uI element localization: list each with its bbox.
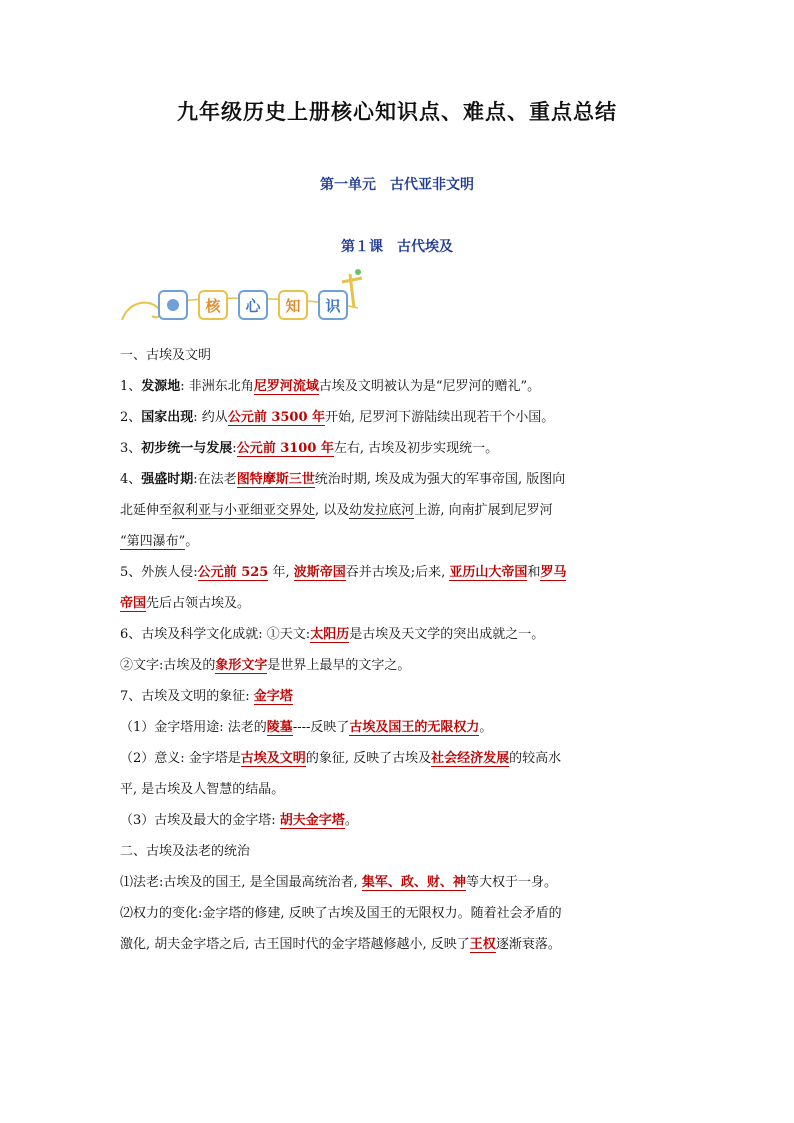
- banner-char-2: 心: [238, 290, 268, 320]
- item-7-point-1: （1）金字塔用途: 法老的陵墓----反映了古埃及国王的无限权力。: [120, 720, 493, 735]
- item-7-point-2-line-2: 平, 是古埃及人智慧的结晶。: [120, 782, 285, 797]
- item-6-line-1: 6、古埃及科学文化成就: ①天文:太阳历是古埃及天文学的突出成就之一。: [120, 627, 545, 642]
- pharaoh-item-1: ⑴法老:古埃及的国王, 是全国最高统治者, 集军、政、财、神等大权于一身。: [120, 875, 557, 890]
- banner-char-1: 核: [198, 290, 228, 320]
- pharaoh-item-2-line-1: ⑵权力的变化:金字塔的修建, 反映了古埃及国王的无限权力。随着社会矛盾的: [120, 906, 562, 921]
- circle-icon: [167, 299, 179, 311]
- item-2: 2、国家出现: 约从公元前 3500 年开始, 尼罗河下游陆续出现若干个小国。: [120, 410, 555, 425]
- item-7-point-3: （3）古埃及最大的金字塔: 胡夫金字塔。: [120, 813, 358, 828]
- section-heading-2: 二、古埃及法老的统治: [120, 844, 251, 859]
- item-4-line-1: 4、强盛时期:在法老图特摩斯三世统治时期, 埃及成为强大的军事帝国, 版图向: [120, 472, 566, 487]
- banner-dot-badge: [158, 290, 188, 320]
- banner-char-3: 知: [278, 290, 308, 320]
- unit-title: 第一单元 古代亚非文明: [320, 177, 474, 193]
- item-3: 3、初步统一与发展:公元前 3100 年左右, 古埃及初步实现统一。: [120, 441, 499, 456]
- item-4-line-3: “第四瀑布”。: [120, 534, 199, 549]
- item-1: 1、发源地: 非洲东北角尼罗河流域古埃及文明被认为是“尼罗河的赠礼”。: [120, 379, 541, 394]
- pharaoh-item-2-line-2: 激化, 胡夫金字塔之后, 古王国时代的金字塔越修越小, 反映了王权逐渐衰落。: [120, 937, 561, 952]
- item-7-point-2-line-1: （2）意义: 金字塔是古埃及文明的象征, 反映了古埃及社会经济发展的较高水: [120, 751, 562, 766]
- item-4-line-2: 北延伸至叙利亚与小亚细亚交界处, 以及幼发拉底河上游, 向南扩展到尼罗河: [120, 503, 553, 518]
- item-6-line-2: ②文字:古埃及的象形文字是世界上最早的文字之。: [120, 658, 411, 673]
- item-7: 7、古埃及文明的象征: 金字塔: [120, 689, 293, 704]
- section-heading-1: 一、古埃及文明: [120, 348, 212, 363]
- banner-char-4: 识: [318, 290, 348, 320]
- lesson-title: 第１课 古代埃及: [341, 239, 453, 255]
- body-content: [120, 340, 676, 960]
- item-5-line-1: 5、外族人侵:公元前 525 年, 波斯帝国吞并古埃及;后来, 亚历山大帝国和罗马: [120, 565, 567, 580]
- swirl-decoration-icon: [122, 303, 160, 320]
- item-5-line-2: 帝国先后占领古埃及。: [120, 596, 251, 611]
- document-title: 九年级历史上册核心知识点、难点、重点总结: [177, 100, 617, 124]
